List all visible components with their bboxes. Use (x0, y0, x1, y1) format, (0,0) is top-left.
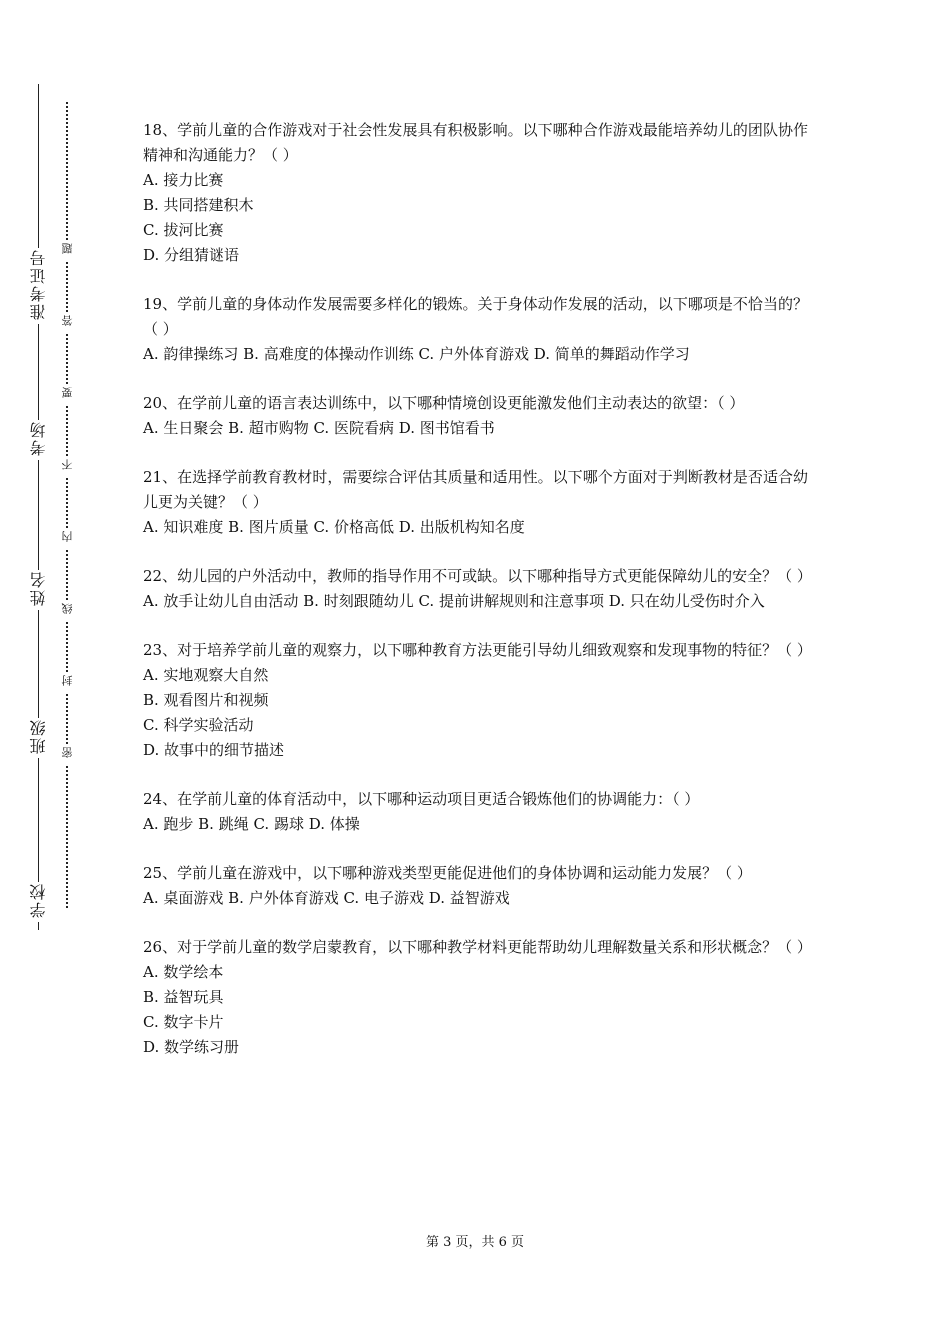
question-options: A. 桌面游戏 B. 户外体育游戏 C. 电子游戏 D. 益智游戏 (143, 889, 510, 907)
option-b: B. 观看图片和视频 (143, 691, 269, 709)
field-name (16, 570, 60, 610)
question-text: 19、学前儿童的身体动作发展需要多样化的锻炼。关于身体动作发展的活动，以下哪项是不恰当的？（ ） (143, 295, 808, 338)
question-20 (143, 391, 808, 441)
option-b: B. 益智玩具 (143, 988, 224, 1006)
field-class-label: 班级 (28, 718, 48, 754)
question-options: A. 放手让幼儿自由活动 B. 时刻跟随幼儿 C. 提前讲解规则和注意事项 D. 只在幼儿受伤时介入 (143, 592, 765, 610)
question-22 (143, 564, 812, 614)
field-name-label: 姓名 (28, 570, 48, 606)
question-options: A. 韵律操练习 B. 高难度的体操动作训练 C. 户外体育游戏 D. 简单的舞蹈动作学习 (143, 345, 690, 363)
question-18 (143, 118, 808, 268)
option-c: C. 数字卡片 (143, 1013, 224, 1031)
seal-char: 要 (60, 384, 74, 405)
field-exam-room-label: 考场 (28, 420, 48, 456)
option-a: A. 接力比赛 (143, 171, 224, 189)
binding-solid-line (38, 84, 39, 930)
option-c: C. 拔河比赛 (143, 221, 224, 239)
question-text: 21、在选择学前教育教材时，需要综合评估其质量和适用性。以下哪个方面对于判断教材是否适合幼儿更为关键？（ ） (143, 468, 808, 511)
seal-char: 不 (60, 456, 74, 477)
option-a: A. 实地观察大自然 (143, 666, 269, 684)
field-exam-room (16, 420, 60, 460)
question-text: 18、学前儿童的合作游戏对于社会性发展具有积极影响。以下哪种合作游戏最能培养幼儿的团队协作精神和沟通能力？（ ） (143, 121, 808, 164)
question-text: 26、对于学前儿童的数学启蒙教育，以下哪种教学材料更能帮助幼儿理解数量关系和形状概念？（ ） (143, 938, 812, 956)
seal-char: 线 (60, 600, 74, 621)
binding-dotted-line (66, 102, 68, 908)
questions-content (143, 118, 812, 1084)
page-footer: 第 3 页，共 6 页 (425, 1235, 525, 1250)
binding-strip (0, 0, 110, 1344)
question-19 (143, 292, 808, 367)
question-23 (143, 638, 812, 763)
field-school-label: 学校 (28, 882, 48, 918)
question-options: A. 跑步 B. 跳绳 C. 踢球 D. 体操 (143, 815, 360, 833)
seal-char: 答 (60, 312, 74, 333)
option-c: C. 科学实验活动 (143, 716, 254, 734)
seal-char: 题 (60, 240, 74, 261)
question-text: 23、对于培养学前儿童的观察力，以下哪种教育方法更能引导幼儿细致观察和发现事物的特征？（ ） (143, 641, 812, 659)
option-d: D. 分组猜谜语 (143, 246, 240, 264)
field-exam-number (16, 248, 60, 324)
question-text: 24、在学前儿童的体育活动中，以下哪种运动项目更适合锻炼他们的协调能力：（ ） (143, 790, 700, 808)
field-exam-number-label: 准考证号 (28, 248, 48, 320)
question-options: A. 知识难度 B. 图片质量 C. 价格高低 D. 出版机构知名度 (143, 518, 525, 536)
question-text: 22、幼儿园的户外活动中，教师的指导作用不可或缺。以下哪种指导方式更能保障幼儿的安全？（ ） (143, 567, 812, 585)
option-d: D. 故事中的细节描述 (143, 741, 285, 759)
question-options: A. 生日聚会 B. 超市购物 C. 医院看病 D. 图书馆看书 (143, 419, 495, 437)
question-text: 25、学前儿童在游戏中，以下哪种游戏类型更能促进他们的身体协调和运动能力发展？（ ） (143, 864, 752, 882)
option-d: D. 数学练习册 (143, 1038, 240, 1056)
question-25 (143, 861, 808, 911)
question-21 (143, 465, 808, 540)
seal-char: 内 (60, 528, 74, 549)
question-26 (143, 935, 812, 1060)
question-text: 20、在学前儿童的语言表达训练中，以下哪种情境创设更能激发他们主动表达的欲望：（ ） (143, 394, 745, 412)
option-a: A. 数学绘本 (143, 963, 224, 981)
question-24 (143, 787, 808, 837)
seal-char: 封 (60, 672, 74, 693)
option-b: B. 共同搭建积木 (143, 196, 254, 214)
seal-char: 密 (60, 744, 74, 765)
field-school (16, 882, 60, 922)
field-class (16, 718, 60, 758)
